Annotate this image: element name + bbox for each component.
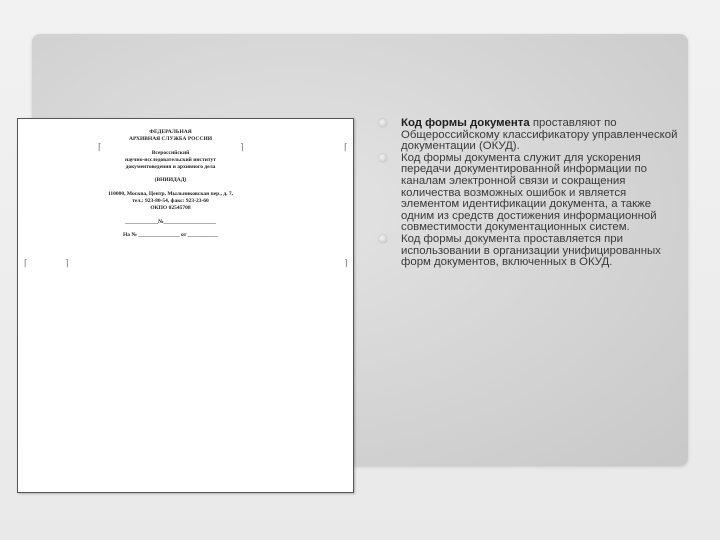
document-form-image (17, 118, 354, 493)
letterhead-line: документоведения и архивного дела (125, 164, 216, 171)
bullet-text: Код формы документа проставляется при использовании в организации унифицированных форм документов, включенных в ОКУД. (401, 232, 661, 269)
corner-mark-top-right: ⌈ (344, 142, 348, 152)
corner-mark-bottom-left: ⌈ (24, 258, 28, 268)
letterhead-line: ____________№___________________ (125, 218, 216, 225)
letterhead-line: тел.: 923-80-54, факс: 923-23-60 (132, 198, 209, 205)
bullet-item (379, 118, 679, 153)
document-letterhead (103, 129, 238, 239)
letterhead-line: Всероссийский (151, 149, 190, 156)
corner-mark-bottom-mid: ⌉ (65, 258, 69, 268)
corner-mark-top-mid: ⌉ (240, 142, 244, 152)
letterhead-line: (ВНИИДАД) (154, 177, 187, 184)
bullet-text: Код формы документа служит для ускорения передачи документированной информации по каналам электронной связи и сокращения количества возможных ошибок и является элементом идентификации документа, а также одним из средств достижения информационной совместимости документационных систем. (401, 151, 657, 234)
letterhead-line: ОКПО 02545708 (150, 205, 191, 212)
letterhead-line: научно-исследовательский институт (125, 156, 216, 163)
bullet-icon (379, 235, 387, 243)
bullet-icon (379, 154, 387, 162)
bullet-icon (379, 119, 387, 127)
corner-mark-bottom-right: ⌉ (344, 258, 348, 268)
letterhead-line: 110000, Москва, Центр, Мыльниковская пер., д. 7, (107, 190, 233, 197)
bullet-item (379, 234, 679, 269)
letterhead-line: ФЕДЕРАЛЬНАЯ (149, 129, 192, 135)
letterhead-line: АРХИВНАЯ СЛУЖБА РОССИИ (128, 136, 213, 143)
bullet-list (379, 118, 679, 269)
bullet-lead: Код формы документа (401, 117, 530, 129)
bullet-item (379, 153, 679, 234)
corner-mark-top-left: ⌈ (98, 142, 102, 152)
bullet-text: проставляют по Общероссийскому классификатору управленческой документации (ОКУД). (401, 117, 678, 153)
letterhead-line: На № _______________ от ___________ (123, 231, 218, 238)
